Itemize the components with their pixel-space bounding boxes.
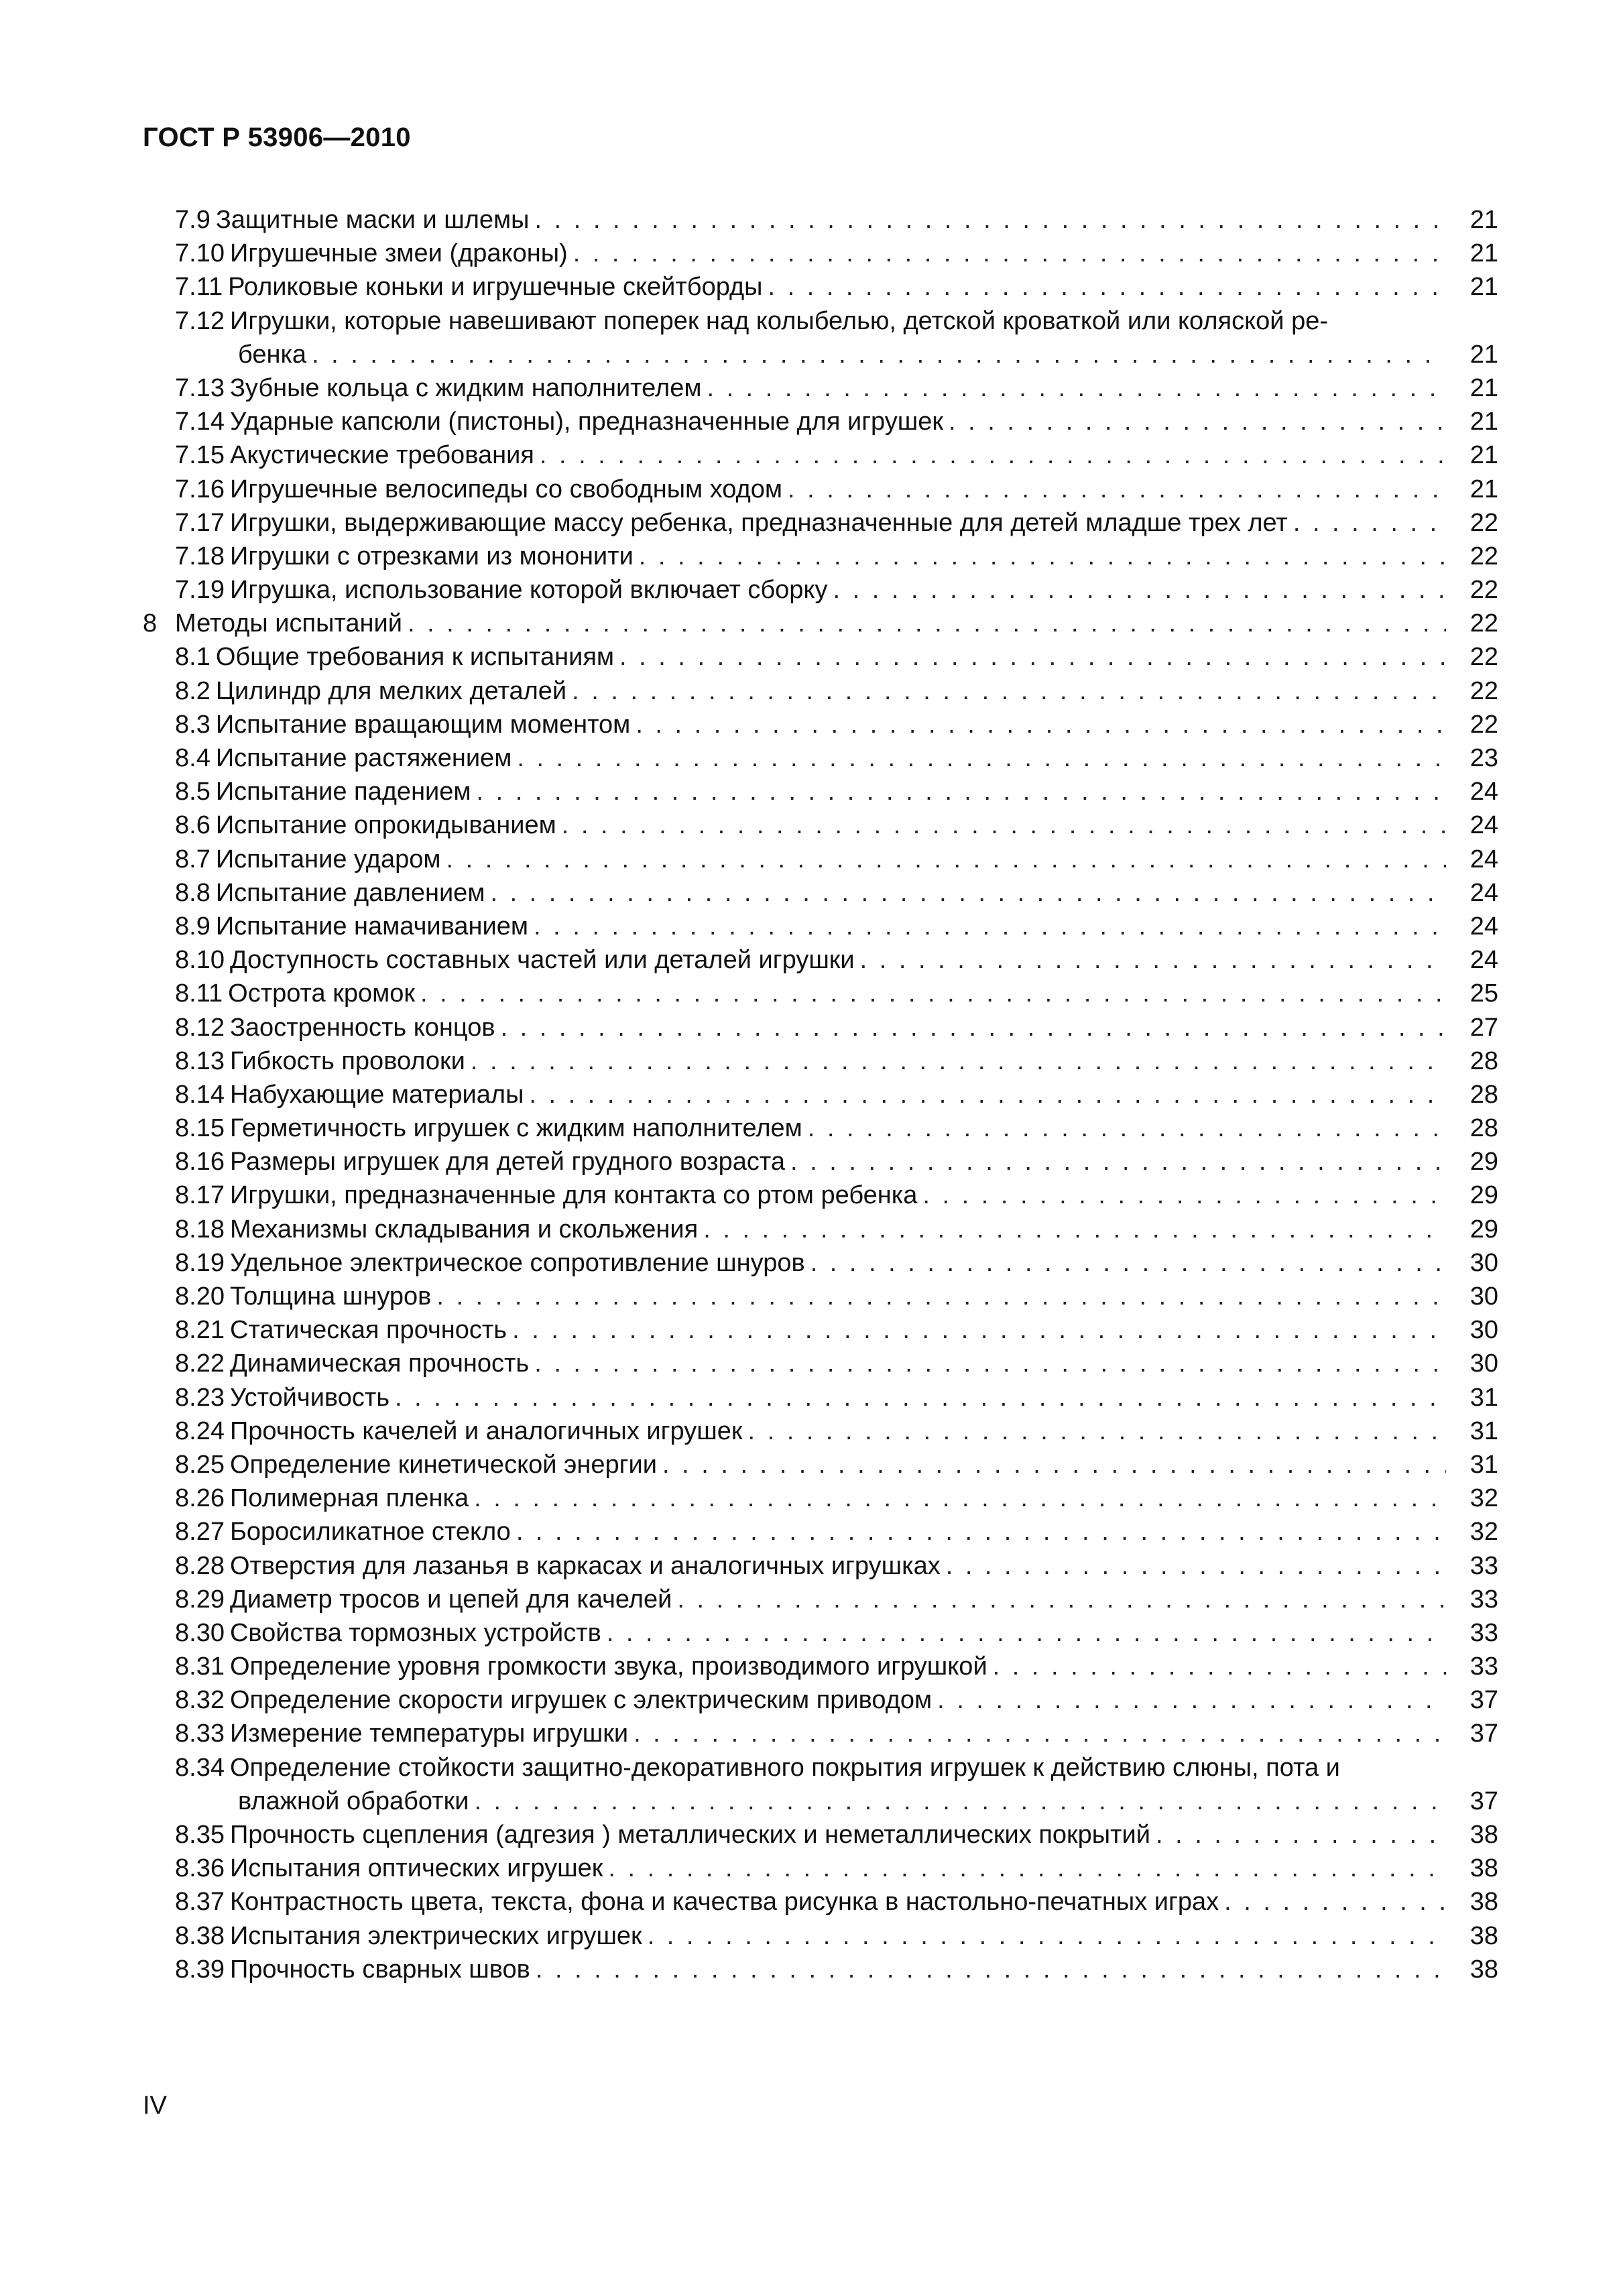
toc-entry-title: Защитные маски и шлемы — [215, 206, 530, 234]
toc-entry-title: Игрушки, выдерживающие массу ребенка, предназначенные для детей младше трех лет — [229, 508, 1288, 537]
leader-dots — [1293, 506, 1446, 540]
leader-dots — [607, 1616, 1446, 1650]
toc-entry-title: Заостренность концов — [229, 1013, 495, 1042]
toc-entry-number: 8.39 — [175, 1955, 225, 1984]
toc-entry — [143, 573, 1498, 607]
toc-entry-page: 38 — [1469, 1854, 1498, 1883]
leader-dots — [768, 270, 1446, 304]
toc-entry-title: Определение уровня громкости звука, производимого игрушкой — [229, 1652, 987, 1681]
leader-dots — [534, 203, 1446, 237]
toc-entry — [143, 910, 1498, 943]
toc-entry-number: 7.12 — [175, 306, 225, 335]
leader-dots — [572, 674, 1446, 708]
leader-dots — [949, 405, 1446, 438]
leader-dots — [573, 237, 1446, 270]
toc-entry — [143, 1616, 1498, 1650]
leader-dots — [471, 1044, 1446, 1078]
toc-entry-title-continued: бенка — [238, 340, 307, 369]
toc-entry-title: Доступность составных частей или деталей игрушки — [229, 946, 855, 975]
toc-entry — [143, 775, 1498, 808]
leader-dots — [517, 741, 1446, 775]
leader-dots — [501, 1011, 1446, 1044]
leader-dots — [993, 1650, 1446, 1683]
toc-entry-title: Герметичность игрушек с жидким наполнителем — [229, 1114, 802, 1143]
toc-entry-page: 33 — [1469, 1652, 1498, 1681]
toc-entry-number: 8 — [143, 609, 158, 638]
toc-entry-number: 8.9 — [175, 912, 211, 941]
toc-entry-title: Игрушечные велосипеды со свободным ходом — [229, 475, 783, 503]
toc-entry-number: 8.22 — [175, 1349, 225, 1378]
toc-entry — [143, 1919, 1498, 1953]
toc-entry — [143, 371, 1498, 405]
toc-entry-continuation — [143, 338, 1498, 371]
toc-entry-number: 8.6 — [175, 811, 211, 840]
toc-entry-number: 8.37 — [175, 1888, 225, 1917]
leader-dots — [703, 1213, 1446, 1246]
toc-entry-page: 24 — [1469, 946, 1498, 975]
leader-dots — [636, 708, 1446, 741]
leader-dots — [946, 1549, 1446, 1583]
toc-entry-title: Диаметр тросов и цепей для качелей — [229, 1585, 672, 1614]
toc-entry-number: 7.10 — [175, 239, 225, 268]
toc-entry — [143, 1280, 1498, 1313]
toc-entry-page: 21 — [1469, 475, 1498, 503]
toc-entry-number: 8.38 — [175, 1921, 225, 1950]
toc-entry-page: 23 — [1469, 744, 1498, 772]
toc-entry — [143, 438, 1498, 472]
toc-entry-number: 8.13 — [175, 1046, 225, 1075]
toc-entry — [143, 1313, 1498, 1347]
toc-entry-page: 22 — [1469, 710, 1498, 739]
toc-entry-number: 8.17 — [175, 1181, 225, 1210]
toc-entry-page: 31 — [1469, 1416, 1498, 1445]
toc-entry-page: 28 — [1469, 1114, 1498, 1143]
toc-entry-number: 8.27 — [175, 1518, 225, 1547]
toc-entry — [143, 1044, 1498, 1078]
toc-entry-title: Свойства тормозных устройств — [229, 1618, 601, 1647]
toc-entry-number: 8.35 — [175, 1821, 225, 1849]
toc-entry-continuation — [143, 1785, 1498, 1818]
toc-entry-page: 31 — [1469, 1450, 1498, 1479]
toc-entry-title: Испытания оптических игрушек — [229, 1854, 603, 1883]
toc-entry-page: 29 — [1469, 1181, 1498, 1210]
leader-dots — [619, 640, 1446, 674]
toc-entry-page: 21 — [1469, 239, 1498, 268]
toc-entry — [143, 237, 1498, 270]
toc-entry — [143, 1381, 1498, 1414]
toc-entry-page: 21 — [1469, 408, 1498, 436]
toc-entry — [143, 808, 1498, 842]
toc-entry-title: Игрушки с отрезками из мононити — [229, 542, 634, 570]
toc-entry-page: 31 — [1469, 1383, 1498, 1412]
toc-entry-number: 8.24 — [175, 1416, 225, 1445]
toc-entry — [143, 607, 1498, 640]
toc-entry — [143, 304, 1498, 338]
toc-entry-number: 8.32 — [175, 1686, 225, 1715]
leader-dots — [608, 1852, 1446, 1885]
toc-entry-number: 8.12 — [175, 1013, 225, 1042]
leader-dots — [922, 1179, 1446, 1212]
leader-dots — [788, 473, 1446, 506]
leader-dots — [512, 1313, 1446, 1347]
toc-entry-page: 27 — [1469, 1013, 1498, 1042]
toc-entry-number: 8.3 — [175, 710, 211, 739]
toc-entry-title: Испытание растяжением — [215, 744, 512, 772]
toc-entry-title: Определение кинетической энергии — [229, 1450, 657, 1479]
toc-entry-number: 8.8 — [175, 878, 211, 907]
toc-entry-page: 29 — [1469, 1215, 1498, 1244]
toc-entry-title: Набухающие материалы — [229, 1080, 524, 1109]
leader-dots — [516, 1515, 1446, 1549]
toc-entry-number: 8.30 — [175, 1618, 225, 1647]
toc-entry-page: 38 — [1469, 1821, 1498, 1849]
toc-entry-page: 37 — [1469, 1719, 1498, 1748]
toc-entry — [143, 1011, 1498, 1044]
table-of-contents — [143, 203, 1498, 1986]
leader-dots — [1224, 1885, 1446, 1919]
toc-entry-page: 28 — [1469, 1046, 1498, 1075]
leader-dots — [474, 1785, 1446, 1818]
leader-dots — [312, 338, 1446, 371]
toc-entry-number: 8.36 — [175, 1854, 225, 1883]
toc-entry-number: 7.18 — [175, 542, 225, 570]
toc-entry-number: 7.14 — [175, 408, 225, 436]
leader-dots — [534, 1347, 1446, 1380]
toc-entry-page: 25 — [1469, 979, 1498, 1008]
toc-entry-page: 22 — [1469, 576, 1498, 605]
toc-entry-page: 24 — [1469, 845, 1498, 873]
toc-entry — [143, 1751, 1498, 1785]
leader-dots — [790, 1145, 1446, 1179]
toc-entry-title: Акустические требования — [229, 441, 534, 470]
toc-entry-page: 38 — [1469, 1888, 1498, 1917]
toc-entry-page: 38 — [1469, 1921, 1498, 1950]
toc-entry-title: Испытание ударом — [215, 845, 441, 873]
leader-dots — [562, 808, 1446, 842]
toc-entry — [143, 876, 1498, 910]
toc-entry — [143, 741, 1498, 775]
toc-entry-number: 8.14 — [175, 1080, 225, 1109]
toc-entry — [143, 1111, 1498, 1145]
toc-entry-title: Полимерная пленка — [229, 1484, 469, 1513]
toc-entry-title: Методы испытаний — [175, 609, 402, 638]
toc-entry-page: 24 — [1469, 778, 1498, 806]
leader-dots — [707, 371, 1446, 405]
toc-entry — [143, 1145, 1498, 1179]
toc-entry — [143, 1549, 1498, 1583]
toc-entry — [143, 1650, 1498, 1683]
toc-entry — [143, 1818, 1498, 1852]
toc-entry-number: 8.16 — [175, 1148, 225, 1176]
toc-entry-page: 24 — [1469, 878, 1498, 907]
toc-entry — [143, 1953, 1498, 1986]
toc-entry-title: Отверстия для лазанья в каркасах и аналогичных игрушках — [229, 1551, 941, 1580]
toc-entry-number: 8.34 — [175, 1753, 225, 1782]
toc-entry-title: Динамическая прочность — [229, 1349, 530, 1378]
toc-entry-title: Толщина шнуров — [229, 1282, 432, 1311]
toc-entry-number: 8.7 — [175, 845, 211, 873]
toc-entry-title: Статическая прочность — [229, 1316, 507, 1345]
toc-entry-page: 37 — [1469, 1787, 1498, 1815]
toc-entry-page: 32 — [1469, 1518, 1498, 1547]
toc-entry-title-continued: влажной обработки — [238, 1787, 469, 1815]
toc-entry — [143, 1213, 1498, 1246]
toc-entry — [143, 473, 1498, 506]
toc-entry-number: 8.31 — [175, 1652, 225, 1681]
toc-entry — [143, 640, 1498, 674]
toc-entry-title: Общие требования к испытаниям — [215, 643, 615, 672]
toc-entry-page: 21 — [1469, 340, 1498, 369]
toc-entry-title: Контрастность цвета, текста, фона и качества рисунка в настольно-печатных играх — [229, 1888, 1219, 1917]
toc-entry — [143, 1515, 1498, 1549]
toc-entry-title: Испытание давлением — [215, 878, 485, 907]
toc-entry-number: 8.1 — [175, 643, 211, 672]
toc-entry-title: Испытание опрокидыванием — [215, 811, 556, 840]
toc-entry-page: 22 — [1469, 609, 1498, 638]
toc-entry-page: 28 — [1469, 1080, 1498, 1109]
toc-entry-title: Прочность сцепления (адгезия ) металлических и неметаллических покрытий — [229, 1821, 1150, 1849]
leader-dots — [408, 607, 1446, 640]
toc-entry — [143, 708, 1498, 741]
leader-dots — [937, 1683, 1446, 1717]
leader-dots — [747, 1414, 1446, 1448]
toc-entry — [143, 1683, 1498, 1717]
toc-entry-number: 8.29 — [175, 1585, 225, 1614]
toc-entry-number: 8.23 — [175, 1383, 225, 1412]
leader-dots — [540, 438, 1446, 472]
toc-entry-title: Боросиликатное стекло — [229, 1518, 511, 1547]
toc-entry-title: Цилиндр для мелких деталей — [215, 676, 567, 705]
leader-dots — [474, 1482, 1446, 1515]
toc-entry — [143, 1179, 1498, 1212]
toc-entry-page: 21 — [1469, 206, 1498, 234]
toc-entry — [143, 1885, 1498, 1919]
toc-entry-number: 8.28 — [175, 1551, 225, 1580]
document-header: ГОСТ Р 53906—2010 — [143, 123, 411, 152]
toc-entry-number: 7.19 — [175, 576, 225, 605]
toc-entry-page: 30 — [1469, 1282, 1498, 1311]
toc-entry-title: Определение стойкости защитно-декоративного покрытия игрушек к действию слюны, пота и — [229, 1753, 1340, 1782]
toc-entry-page: 33 — [1469, 1585, 1498, 1614]
toc-entry-title: Испытания электрических игрушек — [229, 1921, 642, 1950]
toc-entry — [143, 1717, 1498, 1750]
toc-entry-title: Испытание намачиванием — [215, 912, 528, 941]
toc-entry-page: 30 — [1469, 1248, 1498, 1277]
toc-entry-title: Испытание падением — [215, 778, 471, 806]
leader-dots — [810, 1246, 1446, 1280]
toc-entry — [143, 270, 1498, 304]
toc-entry-number: 8.2 — [175, 676, 211, 705]
toc-entry — [143, 1078, 1498, 1111]
toc-entry-title: Острота кромок — [228, 979, 415, 1008]
toc-entry-number: 8.20 — [175, 1282, 225, 1311]
toc-entry-title: Игрушки, которые навешивают поперек над колыбелью, детской кроваткой или коляской ре- — [229, 306, 1328, 335]
leader-dots — [634, 1717, 1446, 1750]
toc-entry-page: 38 — [1469, 1955, 1498, 1984]
leader-dots — [529, 1078, 1446, 1111]
toc-entry — [143, 1448, 1498, 1482]
toc-entry-title: Удельное электрическое сопротивление шнуров — [229, 1248, 805, 1277]
toc-entry-page: 21 — [1469, 273, 1498, 302]
leader-dots — [536, 1953, 1446, 1986]
page-number: IV — [143, 2092, 167, 2120]
toc-entry-number: 8.26 — [175, 1484, 225, 1513]
leader-dots — [860, 943, 1446, 977]
toc-entry-number: 8.15 — [175, 1114, 225, 1143]
toc-entry-number: 8.19 — [175, 1248, 225, 1277]
toc-entry-page: 22 — [1469, 643, 1498, 672]
toc-entry-page: 33 — [1469, 1618, 1498, 1647]
toc-entry-number: 8.5 — [175, 778, 211, 806]
toc-entry — [143, 1482, 1498, 1515]
toc-entry-title: Устойчивость — [229, 1383, 390, 1412]
toc-entry-page: 22 — [1469, 542, 1498, 570]
toc-entry-title: Размеры игрушек для детей грудного возраста — [229, 1148, 786, 1176]
toc-entry-page: 24 — [1469, 811, 1498, 840]
leader-dots — [446, 843, 1446, 876]
leader-dots — [534, 910, 1446, 943]
toc-entry-page: 37 — [1469, 1686, 1498, 1715]
toc-entry-number: 7.16 — [175, 475, 225, 503]
toc-entry-page: 22 — [1469, 676, 1498, 705]
leader-dots — [436, 1280, 1446, 1313]
leader-dots — [808, 1111, 1446, 1145]
toc-entry-number: 7.13 — [175, 373, 225, 402]
toc-entry — [143, 203, 1498, 237]
toc-entry — [143, 1852, 1498, 1885]
leader-dots — [490, 876, 1446, 910]
toc-entry-page: 30 — [1469, 1349, 1498, 1378]
toc-entry-title: Измерение температуры игрушки — [229, 1719, 629, 1748]
toc-entry-page: 32 — [1469, 1484, 1498, 1513]
toc-entry — [143, 1583, 1498, 1616]
toc-entry — [143, 540, 1498, 573]
toc-entry-number: 8.18 — [175, 1215, 225, 1244]
toc-entry — [143, 506, 1498, 540]
toc-entry-title: Игрушечные змеи (драконы) — [229, 239, 568, 268]
toc-entry-title: Игрушки, предназначенные для контакта со ртом ребенка — [229, 1181, 918, 1210]
toc-entry-title: Механизмы складывания и скольжения — [229, 1215, 699, 1244]
leader-dots — [395, 1381, 1446, 1414]
leader-dots — [833, 573, 1446, 607]
toc-entry-page: 22 — [1469, 508, 1498, 537]
toc-entry-page: 21 — [1469, 441, 1498, 470]
toc-entry-number: 8.21 — [175, 1316, 225, 1345]
leader-dots — [662, 1448, 1446, 1482]
toc-entry-title: Зубные кольца с жидким наполнителем — [229, 373, 702, 402]
leader-dots — [639, 540, 1446, 573]
toc-entry-title: Ударные капсюли (пистоны), предназначенные для игрушек — [229, 408, 944, 436]
leader-dots — [420, 977, 1446, 1010]
toc-entry-number: 8.10 — [175, 946, 225, 975]
toc-entry-title: Испытание вращающим моментом — [215, 710, 631, 739]
toc-entry-page: 24 — [1469, 912, 1498, 941]
toc-entry-page: 29 — [1469, 1148, 1498, 1176]
toc-entry-page: 21 — [1469, 373, 1498, 402]
toc-entry — [143, 843, 1498, 876]
toc-entry-page: 30 — [1469, 1316, 1498, 1345]
toc-entry — [143, 977, 1498, 1010]
toc-entry — [143, 1414, 1498, 1448]
toc-entry-title: Прочность качелей и аналогичных игрушек — [229, 1416, 743, 1445]
toc-entry-number: 7.17 — [175, 508, 225, 537]
toc-entry-number: 8.4 — [175, 744, 211, 772]
toc-entry-number: 8.11 — [175, 979, 223, 1008]
toc-entry-number: 8.25 — [175, 1450, 225, 1479]
toc-entry — [143, 405, 1498, 438]
toc-entry-title: Игрушка, использование которой включает сборку — [229, 576, 828, 605]
toc-entry — [143, 1347, 1498, 1380]
leader-dots — [648, 1919, 1446, 1953]
toc-entry-number: 7.15 — [175, 441, 225, 470]
leader-dots — [1156, 1818, 1446, 1852]
toc-entry-title: Гибкость проволоки — [229, 1046, 465, 1075]
leader-dots — [477, 775, 1446, 808]
toc-entry-title: Определение скорости игрушек с электрическим приводом — [229, 1686, 933, 1715]
toc-entry-page: 33 — [1469, 1551, 1498, 1580]
toc-entry — [143, 943, 1498, 977]
toc-entry-number: 7.11 — [175, 273, 223, 302]
toc-entry-number: 8.33 — [175, 1719, 225, 1748]
toc-entry-title: Роликовые коньки и игрушечные скейтборды — [228, 273, 763, 302]
leader-dots — [677, 1583, 1446, 1616]
toc-entry — [143, 674, 1498, 708]
toc-entry-title: Прочность сварных швов — [229, 1955, 530, 1984]
toc-entry — [143, 1246, 1498, 1280]
toc-entry-number: 7.9 — [175, 206, 211, 234]
